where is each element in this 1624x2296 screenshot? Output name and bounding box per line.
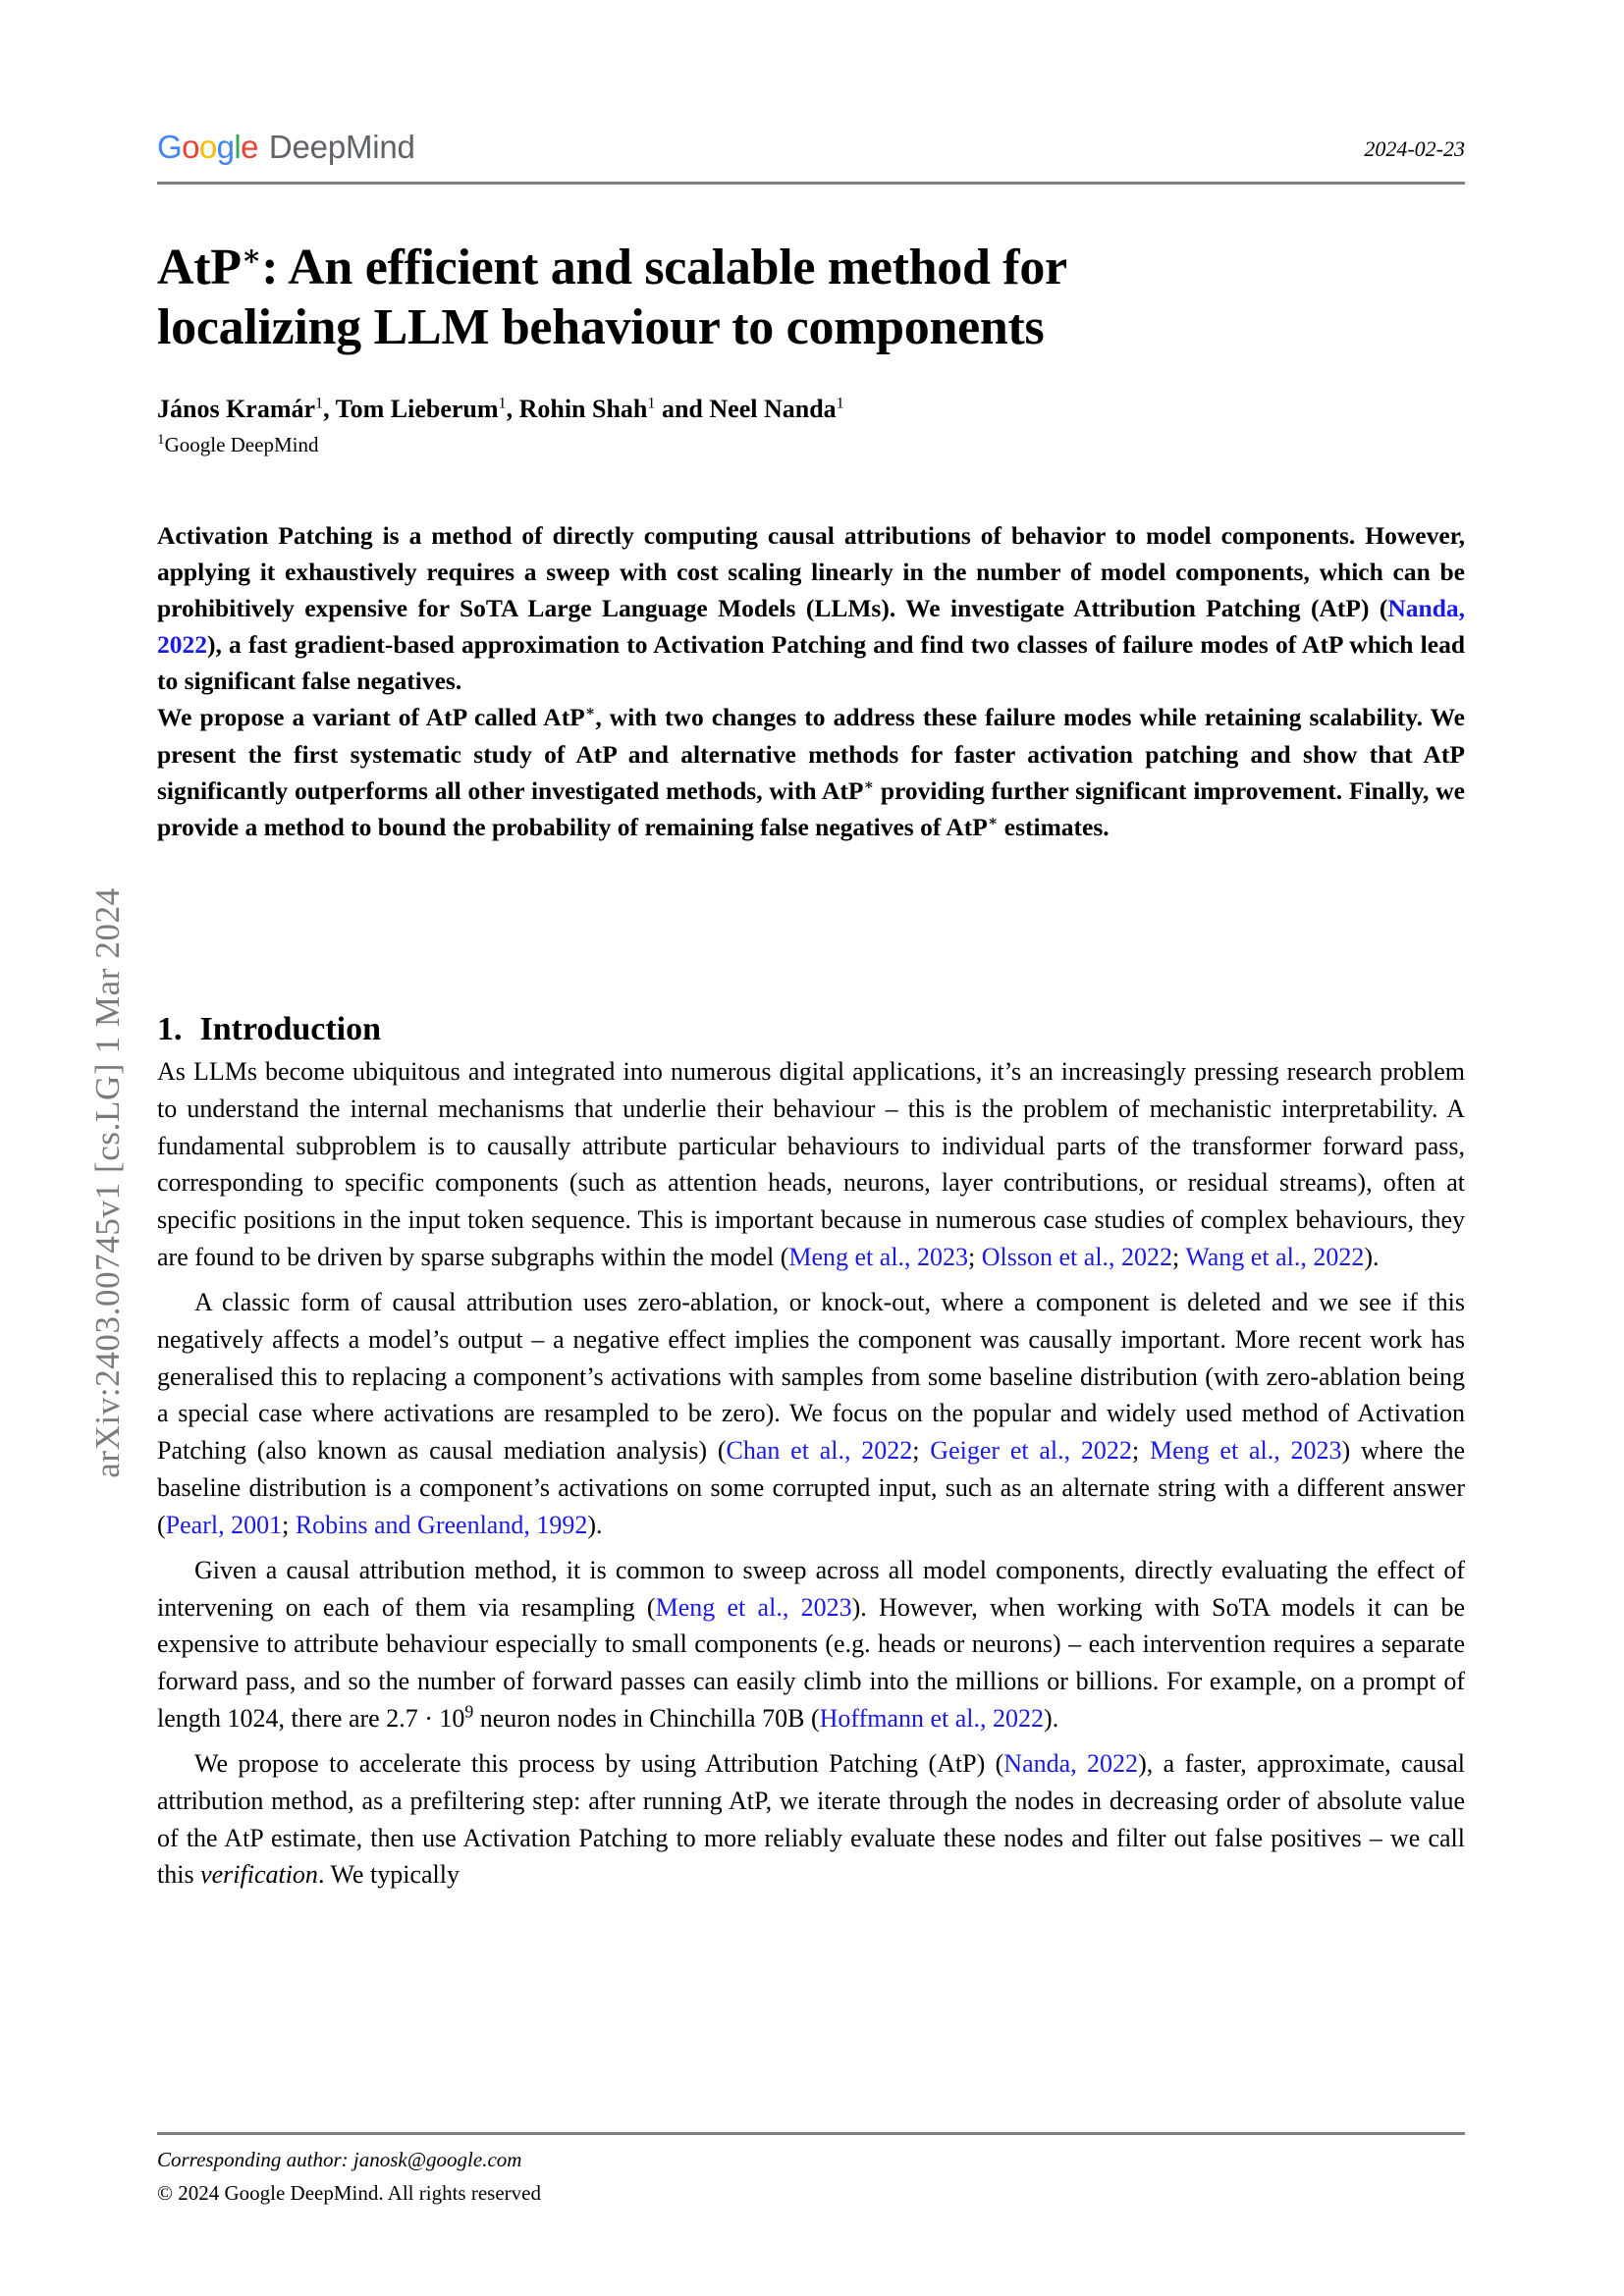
- paragraph-1: [157, 1053, 1465, 1276]
- title-line-1: [157, 240, 1067, 295]
- body-text: [157, 1053, 1465, 1894]
- affiliation-name: Google DeepMind: [164, 432, 319, 456]
- citation-link[interactable]: Meng et al., 2023: [655, 1592, 852, 1622]
- deepmind-wordmark: DeepMind: [268, 129, 415, 165]
- abstract-p2-text-a: We propose a variant of AtP called AtP: [157, 703, 585, 732]
- paper-page: [157, 0, 1465, 2296]
- citation-link[interactable]: Meng et al., 2023: [1149, 1436, 1342, 1466]
- title-line-2: localizing LLM behaviour to components: [157, 298, 1045, 355]
- page-title: [157, 239, 1345, 358]
- title-atp: AtP: [157, 239, 242, 295]
- section-title: Introduction: [199, 1011, 382, 1048]
- header-divider: [157, 182, 1465, 185]
- google-letter-G: G: [157, 129, 183, 165]
- p3-text-d: ).: [1044, 1704, 1059, 1734]
- section-heading-introduction: [157, 1011, 381, 1048]
- citation-link[interactable]: Chan et al., 2022: [726, 1436, 913, 1466]
- citation-link[interactable]: Nanda, 2022: [157, 594, 1465, 660]
- google-letter-e: e: [241, 129, 258, 165]
- abstract-p1-text-a: Activation Patching is a method of directly computing causal attributions of behavior to model components. However, applying it exhaustively requires a sweep with cost scaling linearly in the number of model components, which can be prohibitively expensive for SoTA Large Language Models (LLMs). We investigate Attribution Patching (AtP) (: [157, 521, 1465, 623]
- citation-link[interactable]: Robins and Greenland, 1992: [295, 1510, 588, 1539]
- abstract-paragraph-2: [157, 699, 1465, 844]
- author-affil-marker: 1: [315, 395, 324, 412]
- google-deepmind-logo: [157, 131, 415, 164]
- author-line: János Kramár$^1$, Tom Lieberum$^1$, Rohin Shah$^1$ and Neel Nanda$^1$: [157, 395, 844, 423]
- citation-link[interactable]: Nanda, 2022: [1003, 1748, 1139, 1778]
- abstract-p2-text-c: providing further significant improvement. Finally, we provide a method to bound the probability of remaining false negatives of AtP: [157, 775, 1465, 841]
- author-affil-marker: 1: [647, 395, 656, 412]
- abstract-star-sup: ∗: [584, 703, 596, 721]
- p3-exponent: 9: [464, 1701, 474, 1722]
- section-number: 1.: [157, 1011, 183, 1048]
- p3-text-c: neuron nodes in Chinchilla 70B (: [473, 1704, 820, 1734]
- author-affil-marker: 1: [836, 395, 844, 412]
- p2-sep-3: ;: [282, 1510, 296, 1539]
- p2-sep-1: ;: [912, 1436, 931, 1466]
- p4-text-b: ), a faster, approximate, causal attribution method, as a prefiltering step: after running AtP, we iterate through the nodes in decreasing order of absolute value of the AtP estimate, then use Activation Patching to more reliably evaluate these nodes and filter out false positives – we call this: [157, 1748, 1465, 1890]
- p1-text-a: As LLMs become ubiquitous and integrated into numerous digital applications, it’s an increasingly pressing research problem to understand the internal mechanisms that underlie their behaviour – this is the problem of mechanistic interpretability. A fundamental subproblem is to causally attribute particular behaviours to individual parts of the transformer forward pass, corresponding to specific components (such as attention heads, neurons, layer contributions, or residual streams), often at specific positions in the input token sequence. This is important because in numerous case studies of complex behaviours, they are found to be driven by sparse subgraphs within the model (: [157, 1057, 1465, 1272]
- google-wordmark-icon: [157, 131, 258, 164]
- corresponding-author: Corresponding author: janosk@google.com: [157, 2148, 522, 2171]
- citation-link[interactable]: Meng et al., 2023: [788, 1243, 969, 1272]
- google-letter-l: l: [234, 129, 242, 165]
- p3-text-b: ). However, when working with SoTA models it can be expensive to attribute behaviour especially to small components (e.g. heads or neurons) – each intervention requires a separate forward pass, and so the number of forward passes can easily climb into the millions or billions. For example, on a prompt of length 1024, there are 2.7 · 10: [157, 1592, 1465, 1734]
- p2-text-c: ).: [587, 1510, 603, 1539]
- title-star-sup: ∗: [241, 239, 262, 273]
- author-affil-marker: 1: [498, 395, 507, 412]
- google-letter-g: g: [216, 129, 235, 165]
- abstract-p1-text-b: ), a fast gradient-based approximation to Activation Patching and find two classes of failure modes of AtP which lead to significant false negatives.: [157, 630, 1465, 696]
- page-footer: [157, 2145, 1465, 2209]
- p3-text-a: Given a causal attribution method, it is common to sweep across all model components, directly evaluating the effect of intervening on each of them via resampling (: [157, 1555, 1465, 1622]
- arxiv-stamp-text: arXiv:2403.00745v1 [cs.LG] 1 Mar 2024: [88, 887, 127, 1478]
- p4-text-a: We propose to accelerate this process by using Attribution Patching (AtP) (: [194, 1748, 1004, 1778]
- p2-sep-2: ;: [1131, 1436, 1150, 1466]
- abstract: [157, 517, 1465, 845]
- arxiv-stamp: [0, 0, 147, 2296]
- copyright-notice: © 2024 Google DeepMind. All rights reserved: [157, 2180, 541, 2205]
- footer-divider: [157, 2132, 1465, 2135]
- page-header: [157, 131, 1465, 186]
- p1-sep-2: ;: [1172, 1243, 1186, 1272]
- citation-link[interactable]: Pearl, 2001: [165, 1510, 283, 1539]
- abstract-star-sup: ∗: [987, 813, 999, 830]
- abstract-paragraph-1: [157, 517, 1465, 699]
- citation-link[interactable]: Hoffmann et al., 2022: [819, 1704, 1045, 1734]
- paragraph-2: [157, 1284, 1465, 1544]
- citation-link[interactable]: Geiger et al., 2022: [930, 1436, 1132, 1466]
- abstract-p2-text-b: , with two changes to address these failure modes while retaining scalability. We present the first systematic study of AtP and alternative methods for faster activation patching and show that AtP significantly outperforms all other investigated methods, with AtP: [157, 703, 1465, 805]
- p2-text-a: A classic form of causal attribution uses zero-ablation, or knock-out, where a component is deleted and we see if this negatively affects a model’s output – a negative effect implies the component was causally important. More recent work has generalised this to replacing a component’s activations with samples from some baseline distribution (with zero-ablation being a special case where activations are resampled to be zero). We focus on the popular and widely used method of Activation Patching (also known as causal mediation analysis) (: [157, 1287, 1465, 1466]
- google-letter-o: o: [182, 129, 199, 165]
- p4-emphasis-verification: verification: [200, 1860, 318, 1890]
- p4-text-c: . We typically: [317, 1860, 460, 1890]
- paragraph-4: [157, 1745, 1465, 1894]
- affiliation-marker: 1: [157, 431, 165, 448]
- affiliation-line: [157, 431, 1465, 459]
- header-date: 2024-02-23: [1364, 136, 1465, 161]
- authors-block: [157, 393, 1465, 459]
- abstract-star-sup: ∗: [863, 776, 875, 794]
- abstract-p2-text-d: estimates.: [998, 812, 1110, 841]
- p1-sep-1: ;: [968, 1243, 982, 1272]
- citation-link[interactable]: Wang et al., 2022: [1185, 1243, 1365, 1272]
- citation-link[interactable]: Olsson et al., 2022: [981, 1243, 1173, 1272]
- paragraph-3: [157, 1552, 1465, 1737]
- google-letter-o: o: [198, 129, 217, 165]
- p1-text-b: ).: [1364, 1243, 1380, 1272]
- p2-text-b: ) where the baseline distribution is a component’s activations on some corrupted input, such as an alternate string with a different answer (: [157, 1436, 1466, 1539]
- title-line-1-rest: : An efficient and scalable method for: [261, 239, 1067, 295]
